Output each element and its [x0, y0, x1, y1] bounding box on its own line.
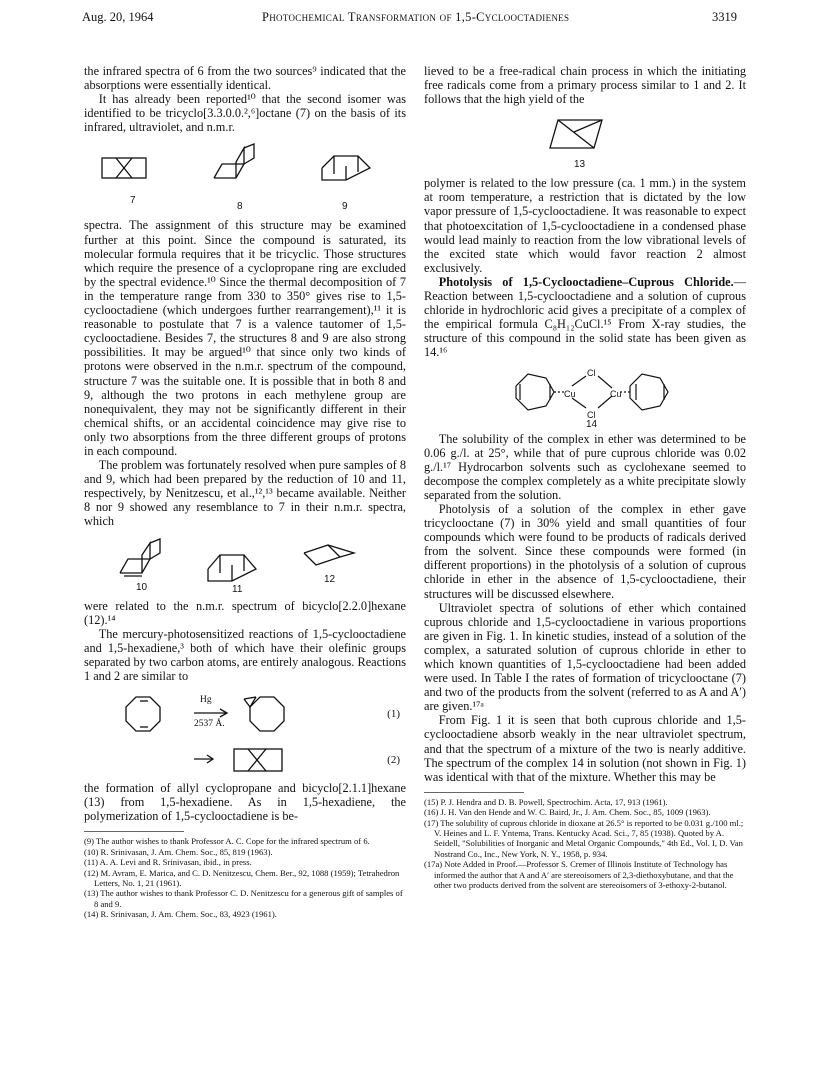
structure-label-10: 10: [136, 581, 148, 593]
chloride-label-top: Cl: [587, 367, 596, 378]
structure-13-figure: [424, 108, 746, 174]
paragraph: were related to the n.m.r. spectrum of bicyclo[2.2.0]hexane (12).¹⁴: [84, 598, 406, 627]
structure-label-7: 7: [130, 195, 136, 207]
structure-label-14: 14: [586, 418, 598, 430]
equation-number-2: (2): [387, 754, 400, 767]
footnote: (16) J. H. Van den Hende and W. C. Baird, Jr., J. Am. Chem. Soc., 85, 1009 (1963).: [424, 807, 711, 818]
reactions-1-2-drawing: [84, 685, 406, 779]
footnote: (13) The author wishes to thank Professor C. D. Nenitzescu for a generous gift of samples of 8 and 9.: [84, 888, 403, 909]
paragraph: lieved to be a free-radical chain process in which the initiating free radicals come from a primary process similar to 1 and 2. It follows that the high yield of the: [424, 64, 746, 107]
paragraph: The solubility of the complex in ether was determined to be 0.06 g./l. at 25°, while that of pure cuprous chloride was 0.02 g./l.¹⁷ Hydrocarbon solvents such as cyclohexane seemed to decompose the complex completely as a white precipitate slowly separated from the solution.: [424, 431, 746, 502]
structure-14-figure: [424, 362, 746, 430]
structures-10-11-12-drawing: [84, 531, 406, 597]
chloride-label-bottom: Cl: [587, 409, 596, 420]
footnote: (12) M. Avram, E. Marica, and C. D. Nenitzescu, Chem. Ber., 92, 1088 (1959); Tetrahedron Letters, No. 1, 21 (1961).: [84, 867, 400, 888]
reaction-wavelength: 2537 Å.: [194, 719, 225, 730]
paragraph: Photolysis of a solution of the complex in ether gave tricyclooctane (7) in 30% yield and small quantities of four compounds which were found to be products of radicals derived from the solvent. Since these compounds were formed (in different proportions) in the photolysis of a solution of cuprous chloride in ether in the absence of 1,5-cyclooctadiene, their structures will be discussed elsewhere.: [424, 501, 746, 601]
paragraph-text: —Reaction between 1,5-cyclooctadiene and a solution of cuprous chloride in hydrochloric acid gives a precipitate of a complex of the empirical formula C₈H₁₂CuCl.¹⁵ From X-ray studies, the structure of this compound in the solid state has been given as 14.¹⁶: [424, 274, 746, 360]
section-heading: Photolysis of 1,5-Cyclooctadiene–Cuprous Chloride.: [438, 274, 734, 289]
reactions-1-2-figure: [84, 685, 406, 779]
paragraph: the formation of allyl cyclopropane and bicyclo[2.1.1]hexane (13) from 1,5-hexadiene. As in 1,5-hexadiene, the polymerization of 1,5-cyclooctadiene is be-: [84, 781, 406, 824]
structure-label-11: 11: [232, 583, 243, 595]
footnote: (17) The solubility of cuprous chloride in dioxane at 26.5° is reported to be 0.031 g./100 ml.; V. Heines and L. F. Yntema, Trans. Kentucky Acad. Sci., 7, 85 (1938). Quoted by A. Seidell, "Solubilities of Inorganic and Metal Organic Compounds," 4th Ed., Vol. I, D. Van Nostrand Co., Inc., New York, N. Y., 1958, p. 934.: [424, 817, 744, 859]
paragraph: The problem was fortunately resolved when pure samples of 8 and 9, which had been prepared by the reduction of 10 and 11, respectively, by Nenitzescu, et al.,¹²,¹³ became available. Neither 8 nor 9 showed any resemblance to 7 in their n.m.r. spectra, which: [84, 458, 406, 529]
paragraph: spectra. The assignment of this structure may be examined further at this point. Since the compound is saturated, its molecular formula requires that it be tricyclic. Those structures which require the presence of a cyclopropane ring are excluded by the spectral evidence.¹⁰ Since the thermal decomposition of 7 in the temperature range from 330 to 350° gives rise to 1,5-cyclooctadiene (which undergoes further rearrangement),¹¹ it is reasonable to postulate that 7 is a valence tautomer of 1,5-cyclooctadiene. Besides 7, the structures 8 and 9 are also strong possibilities. It may be argued¹⁰ that since only two kinds of protons were observed in the n.m.r. spectrum of the compound, structure 7 was the suitable one. It is possible that in both 8 and 9, although the two protons in each methylene group are nonequivalent, they may not be significantly different in their chemical shifts, or an accidental coincidence may give rise to only two absorptions from the three different groups of protons in each compound.: [84, 218, 406, 458]
structures-7-8-9-figure: [84, 136, 406, 216]
footnote: (9) The author wishes to thank Professor A. C. Cope for the infrared spectrum of 6.: [84, 836, 370, 847]
footnote: (10) R. Srinivasan, J. Am. Chem. Soc., 85, 819 (1963).: [84, 846, 273, 857]
structure-14-drawing: [424, 362, 746, 430]
left-footnotes: [84, 836, 406, 919]
header-title: Photochemical Transformation of 1,5-Cyclooctadienes: [262, 10, 570, 24]
structure-label-12: 12: [324, 573, 336, 585]
copper-label-left: Cu: [564, 388, 576, 399]
structure-label-13: 13: [574, 159, 586, 171]
right-footnotes: [424, 797, 746, 891]
paragraph: Ultraviolet spectra of solutions of ether which contained cuprous chloride and 1,5-cyclooctadiene in various proportions are given in Fig. 1. In kinetic studies, instead of a solution of the complex, a saturated solution of cuprous chloride in ether to which known quantities of 1,5-cyclooctadiene had been added were used. In Table I the rates of formation of tricyclooctane (7) and two of the products from the solvent (referred to as A and A′) are given.¹⁷ᵃ: [424, 600, 746, 714]
structure-label-9: 9: [342, 201, 348, 213]
reaction-reagent: Hg: [200, 695, 212, 706]
paragraph: the infrared spectra of 6 from the two sources⁹ indicated that the absorptions were essentially identical.: [84, 64, 406, 93]
paragraph: polymer is related to the low pressure (ca. 1 mm.) in the system at room temperature, a restriction that is dictated by the low vapor pressure of 1,5-cyclooctadiene. It was reasonable to expect that photoexcitation of 1,5-cyclooctadiene in a condensed phase would lead mainly to reaction from the low vibrational levels of the excited state which would favor reaction 2 almost exclusively.: [424, 176, 746, 275]
header-date: Aug. 20, 1964: [82, 10, 154, 24]
structure-label-8: 8: [237, 201, 243, 213]
structures-10-11-12-figure: [84, 531, 406, 597]
footnote: (15) P. J. Hendra and D. B. Powell, Spectrochim. Acta, 17, 913 (1961).: [424, 796, 668, 807]
footnote-rule: [424, 792, 524, 793]
running-header: [0, 10, 821, 28]
footnote-rule: [84, 831, 184, 832]
paragraph: From Fig. 1 it is seen that both cuprous chloride and 1,5-cyclooctadiene absorb weakly in the near ultraviolet spectrum, and that the spectrum of a mixture of the two is nearly additive. The spectrum of the complex 14 in solution (not shown in Fig. 1) was identical with that of the mixture. Whether this may be: [424, 713, 746, 784]
footnote: (11) A. A. Levi and R. Srinivasan, ibid., in press.: [84, 857, 252, 868]
paragraph: The mercury-photosensitized reactions of 1,5-cyclooctadiene and 1,5-hexadiene,³ both of which have their olefinic groups separated by two carbon atoms, are entirely analogous. Reactions 1 and 2 are similar to: [84, 626, 406, 683]
footnote: (17a) Note Added in Proof.—Professor S. Cremer of Illinois Institute of Technology has informed the author that A and A′ are stereoisomers of 2,3-diethoxybutane, and that the other two products derived from the solvent are stereoisomers of 3-ethoxy-2-butanol.: [424, 859, 734, 891]
right-column: [424, 64, 746, 891]
left-column: [84, 64, 406, 920]
footnote: (14) R. Srinivasan, J. Am. Chem. Soc., 83, 4923 (1961).: [84, 909, 277, 920]
paragraph: It has already been reported¹⁰ that the second isomer was identified to be tricyclo[3.3.0.0.²,⁶]octane (7) on the basis of its infrared, ultraviolet, and n.m.r.: [84, 92, 406, 135]
header-page-number: 3319: [712, 10, 737, 24]
copper-label-right: Cu: [610, 388, 622, 399]
equation-number-1: (1): [387, 708, 400, 721]
section-paragraph: [424, 275, 746, 360]
